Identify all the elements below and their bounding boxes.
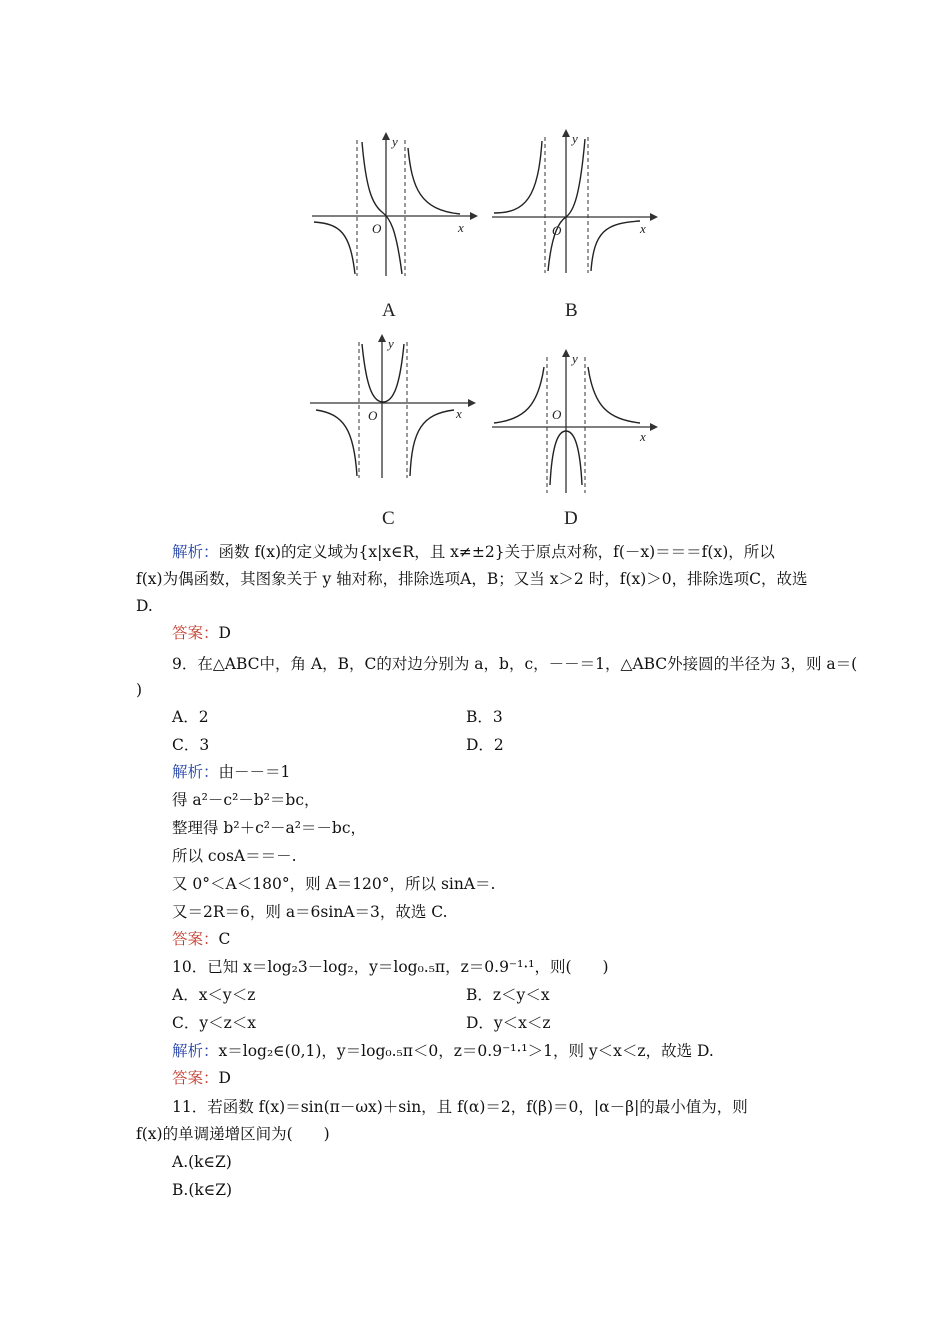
q9-analysis-line-6: 又＝2R＝6，则 a＝6sinA＝3，故选 C. <box>172 903 448 921</box>
answer-label: 答案： <box>172 624 219 642</box>
graph-a <box>310 128 480 278</box>
x-axis-label: x <box>640 221 646 236</box>
y-axis-label: y <box>572 351 578 366</box>
q9-analysis-line-1 <box>172 762 290 782</box>
graph-c-label: C <box>382 508 395 529</box>
q9-analysis-line-3: 整理得 b²＋c²－a²＝－bc， <box>172 819 367 837</box>
x-axis-label: x <box>640 429 646 444</box>
q9-option-b: B．3 <box>466 708 503 726</box>
y-axis-label: y <box>392 134 398 149</box>
y-axis-label: y <box>572 131 578 146</box>
q8-analysis-line-1 <box>172 542 775 562</box>
origin-label: O <box>368 408 378 423</box>
q10-option-d: D．y＜x＜z <box>466 1014 551 1032</box>
answer-value: D <box>218 624 231 642</box>
q8-analysis-line-2: f(x)为偶函数，其图象关于 y 轴对称，排除选项A，B；又当 x＞2 时，f(x)＞0，排除选项C，故选 <box>136 570 808 588</box>
q9-analysis-line-4: 所以 cosA＝＝－. <box>172 847 297 865</box>
analysis-label: 解析： <box>172 763 219 781</box>
analysis-label: 解析： <box>172 543 219 561</box>
q9-analysis-line-5: 又 0°＜A＜180°，则 A＝120°，所以 sinA＝. <box>172 875 496 893</box>
q9-option-a: A．2 <box>172 708 209 726</box>
analysis-text: 函数 f(x)的定义域为{x|x∈R，且 x≠±2}关于原点对称，f(－x)＝＝＝f(x)，所以 <box>218 543 775 561</box>
q10-analysis <box>172 1041 714 1061</box>
origin-label: O <box>372 221 382 236</box>
origin-label: O <box>552 223 562 238</box>
analysis-text: 由－－＝1 <box>218 763 291 781</box>
q10-option-c: C．y＜z＜x <box>172 1014 257 1032</box>
graph-b <box>490 125 660 275</box>
analysis-label: 解析： <box>172 1042 219 1060</box>
y-axis-label: y <box>388 336 394 351</box>
q9-stem-line-1: 9．在△ABC中，角 A，B，C的对边分别为 a，b，c，－－＝1，△ABC外接圆的半径为 3，则 a＝( <box>172 655 858 673</box>
x-axis-label: x <box>458 220 464 235</box>
q10-option-a: A．x＜y＜z <box>172 986 256 1004</box>
answer-value: D <box>218 1069 231 1087</box>
q11-stem-line-2: f(x)的单调递增区间为( ) <box>136 1125 330 1143</box>
answer-label: 答案： <box>172 930 219 948</box>
answer-label: 答案： <box>172 1069 219 1087</box>
q11-option-a: A.(k∈Z) <box>172 1153 232 1171</box>
graph-b-label: B <box>565 300 578 321</box>
q10-stem: 10．已知 x＝log₂3－log₂，y＝log₀.₅π，z＝0.9⁻¹·¹，则( ) <box>172 958 609 976</box>
graph-d <box>490 345 660 495</box>
q11-option-b: B.(k∈Z) <box>172 1181 233 1199</box>
answer-value: C <box>218 930 231 948</box>
q9-option-d: D．2 <box>466 736 504 754</box>
q9-answer <box>172 929 230 949</box>
graph-a-label: A <box>382 300 396 321</box>
origin-label: O <box>552 407 562 422</box>
q9-analysis-line-2: 得 a²－c²－b²＝bc， <box>172 791 320 809</box>
q10-option-b: B．z＜y＜x <box>466 986 550 1004</box>
x-axis-label: x <box>456 406 462 421</box>
q10-answer <box>172 1068 231 1088</box>
q8-answer <box>172 623 231 643</box>
graph-c <box>308 330 478 480</box>
q9-stem-line-2: ) <box>136 681 143 699</box>
q11-stem-line-1: 11．若函数 f(x)＝sin(π－ωx)＋sin，且 f(α)＝2，f(β)＝0，|α－β|的最小值为，则 <box>172 1098 748 1116</box>
analysis-text: x＝log₂∈(0,1)，y＝log₀.₅π＜0，z＝0.9⁻¹·¹＞1，则 y＜x＜z，故选 D. <box>218 1042 714 1060</box>
q9-option-c: C．3 <box>172 736 210 754</box>
graph-d-label: D <box>564 508 578 529</box>
q8-analysis-line-3: D. <box>136 597 153 615</box>
